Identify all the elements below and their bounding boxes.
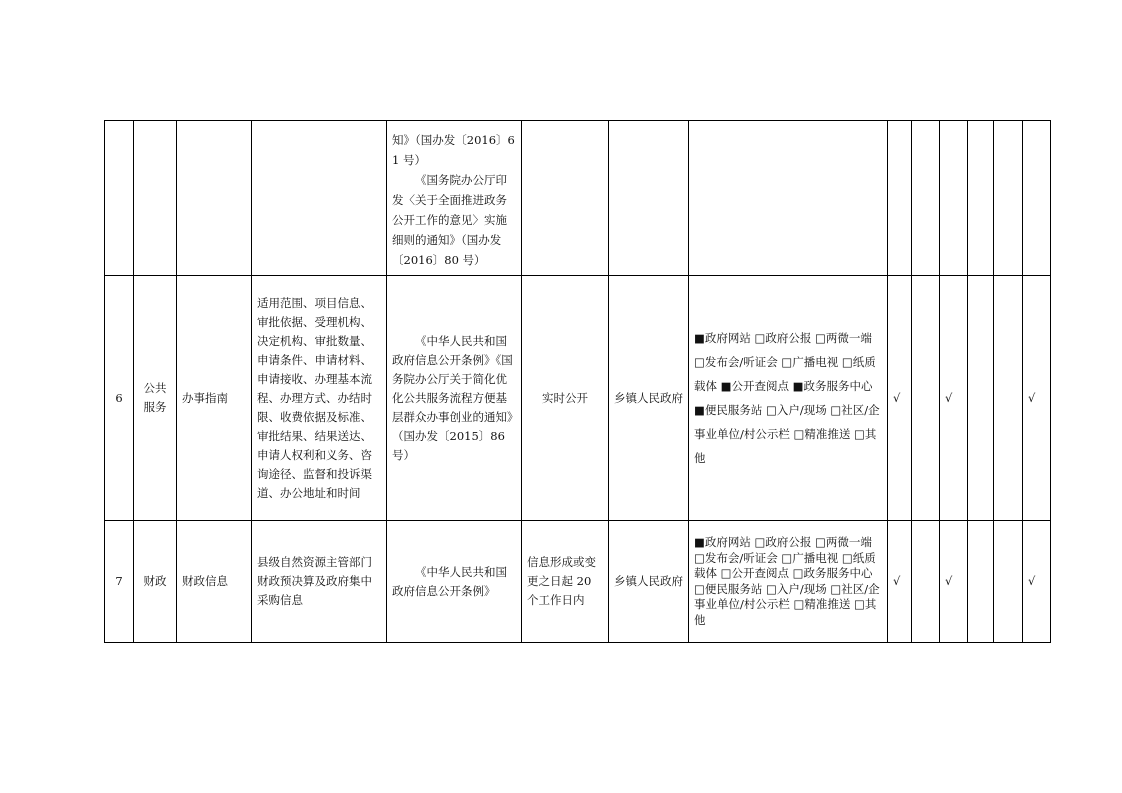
- content-cell: [252, 121, 387, 276]
- table-row: [105, 521, 1051, 643]
- subject-cell: [609, 121, 689, 276]
- check-cell: √: [1023, 521, 1051, 643]
- category-cell: 财政: [134, 521, 177, 643]
- check-cell: [994, 521, 1023, 643]
- check-cell: √: [940, 521, 968, 643]
- row-number: 6: [105, 276, 134, 521]
- row-number: 7: [105, 521, 134, 643]
- basis-cell: [387, 121, 522, 276]
- subject-cell: 乡镇人民政府: [609, 521, 689, 643]
- check-cell: √: [1023, 276, 1051, 521]
- check-cell: [994, 276, 1023, 521]
- check-cell: [912, 276, 940, 521]
- carrier-cell: ■政府网站 □政府公报 □两微一端 □发布会/听证会 □广播电视 □纸质载体 ■公开查阅点 ■政务服务中心 ■便民服务站 □入户/现场 □社区/企事业单位/村公示栏 □精准推送 □其他: [689, 276, 888, 521]
- basis-cell: 《中华人民共和国政府信息公开条例》《国务院办公厅关于简化优化公共服务流程方便基层群众办事创业的通知》（国办发〔2015〕86 号）: [387, 276, 522, 521]
- category-cell: [134, 121, 177, 276]
- check-cell: [994, 121, 1023, 276]
- check-cell: [968, 521, 994, 643]
- basis-paragraph: 《国务院办公厅印发〈关于全面推进政务公开工作的意见〉实施细则的通知》（国办发〔2016〕80 号）: [392, 173, 507, 267]
- basis-paragraph: 知》（国办发〔2016〕61 号）: [392, 133, 515, 167]
- time-limit-cell: 信息形成或变更之日起 20 个工作日内: [522, 521, 609, 643]
- subject-cell: 乡镇人民政府: [609, 276, 689, 521]
- item-cell: 财政信息: [177, 521, 252, 643]
- content-cell: 适用范围、项目信息、审批依据、受理机构、决定机构、审批数量、申请条件、申请材料、申请接收、办理基本流程、办理方式、办结时限、收费依据及标准、审批结果、结果送达、申请人权利和义务、咨询途径、监督和投诉渠道、办公地址和时间: [252, 276, 387, 521]
- check-cell: √: [940, 276, 968, 521]
- basis-cell: 《中华人民共和国政府信息公开条例》: [387, 521, 522, 643]
- disclosure-table: [104, 120, 1051, 643]
- time-limit-cell: [522, 121, 609, 276]
- carrier-cell: [689, 121, 888, 276]
- check-cell: [968, 276, 994, 521]
- check-cell: √: [888, 521, 912, 643]
- check-cell: [940, 121, 968, 276]
- time-limit-cell: 实时公开: [522, 276, 609, 521]
- table-row: [105, 121, 1051, 276]
- check-cell: [912, 521, 940, 643]
- table-row: [105, 276, 1051, 521]
- check-cell: [1023, 121, 1051, 276]
- check-cell: [912, 121, 940, 276]
- item-cell: 办事指南: [177, 276, 252, 521]
- item-cell: [177, 121, 252, 276]
- check-cell: [888, 121, 912, 276]
- check-cell: [968, 121, 994, 276]
- category-cell: 公共服务: [134, 276, 177, 521]
- check-cell: √: [888, 276, 912, 521]
- carrier-cell: ■政府网站 □政府公报 □两微一端 □发布会/听证会 □广播电视 □纸质载体 □公开查阅点 □政务服务中心 □便民服务站 □入户/现场 □社区/企事业单位/村公示栏 □精准推送 □其他: [689, 521, 888, 643]
- row-number: [105, 121, 134, 276]
- content-cell: 县级自然资源主管部门财政预决算及政府集中采购信息: [252, 521, 387, 643]
